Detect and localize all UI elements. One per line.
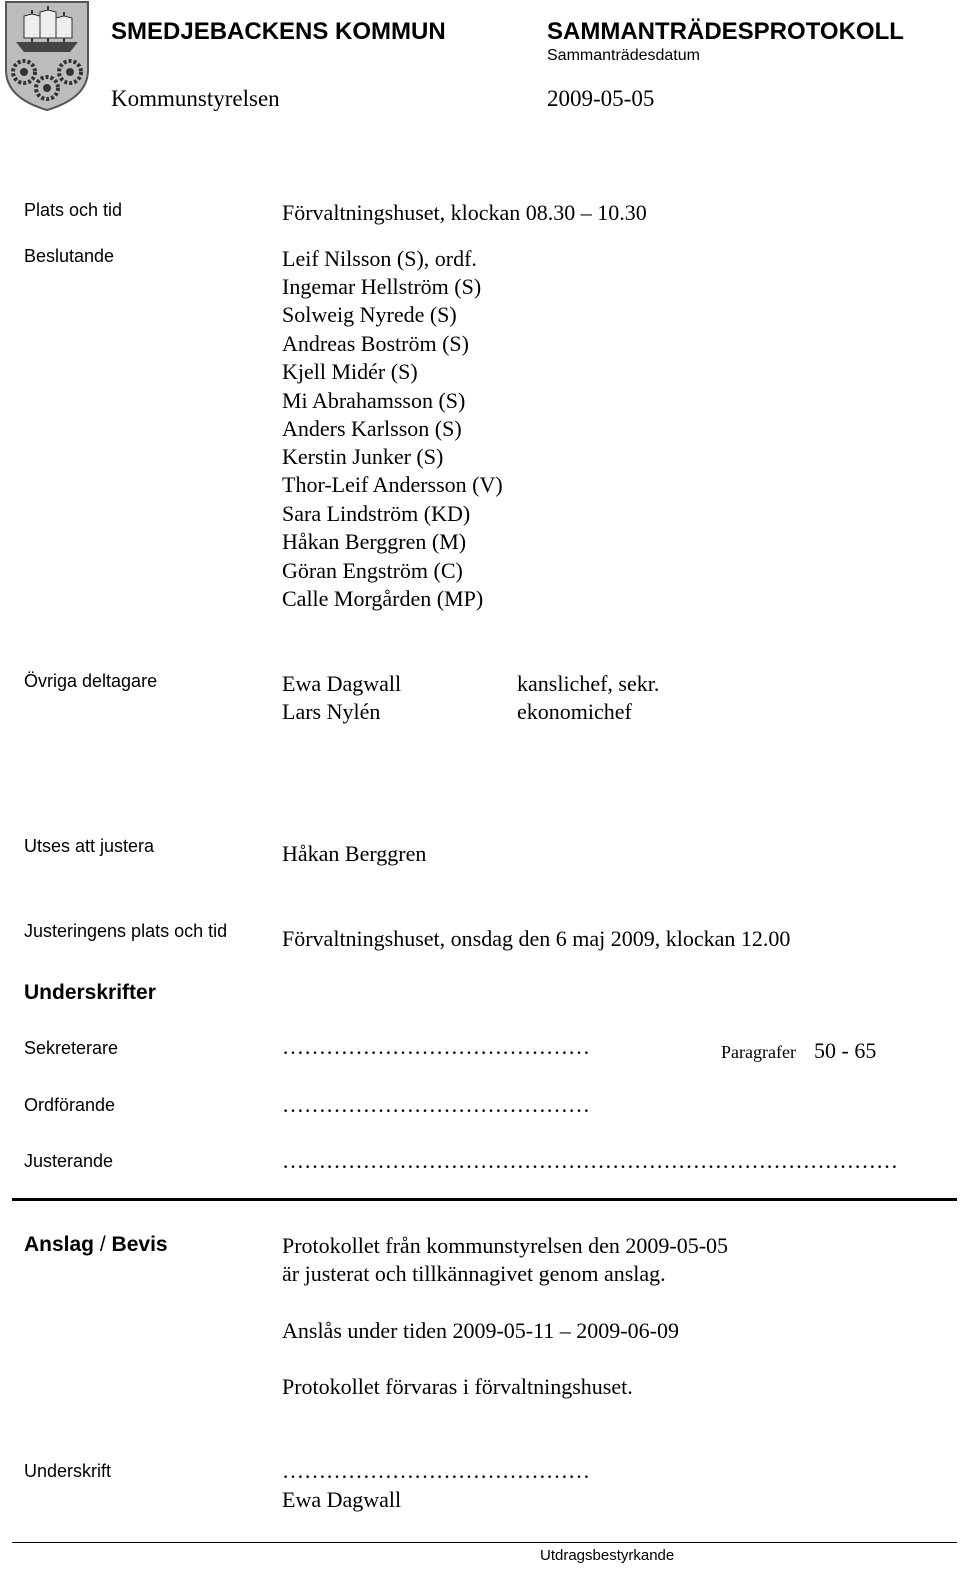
member-line: Kerstin Junker (S) (282, 444, 444, 469)
member-line: Solweig Nyrede (S) (282, 302, 457, 327)
ovriga-deltagare-label: Övriga deltagare (24, 671, 158, 691)
participant-name: Lars Nylén (282, 699, 381, 724)
participant-name: Ewa Dagwall (282, 671, 402, 696)
anslag-separator: / (99, 1233, 106, 1256)
anslag-period: Anslås under tiden 2009-05-11 – 2009-06-09 (282, 1318, 679, 1343)
justerande-signature-line: ………………………………………………………………………… (282, 1148, 898, 1173)
member-line: Mi Abrahamsson (S) (282, 388, 466, 413)
paragrafer-value: 50 - 65 (814, 1038, 877, 1063)
beslutande-label: Beslutande (24, 246, 115, 266)
underskrift-name: Ewa Dagwall (282, 1487, 402, 1512)
underskrift-label: Underskrift (24, 1461, 112, 1481)
meeting-date: 2009-05-05 (547, 86, 655, 111)
sekreterare-label: Sekreterare (24, 1038, 119, 1058)
anslag-storage: Protokollet förvaras i förvaltningshuset. (282, 1374, 633, 1399)
section-divider (12, 1198, 957, 1201)
anslag-bevis-label (24, 1233, 168, 1257)
bevis-label: Bevis (111, 1233, 168, 1256)
member-line: Calle Morgården (MP) (282, 586, 484, 611)
plats-och-tid-value: Förvaltningshuset, klockan 08.30 – 10.30 (282, 200, 647, 225)
justerande-label: Justerande (24, 1151, 114, 1171)
document-type: SAMMANTRÄDESPROTOKOLL (547, 18, 904, 45)
participant-role: kanslichef, sekr. (517, 671, 660, 696)
sekreterare-signature-line: …………………………………… (282, 1034, 590, 1059)
municipality-name: SMEDJEBACKENS KOMMUN (111, 18, 446, 45)
justeringens-value: Förvaltningshuset, onsdag den 6 maj 2009, klockan 12.00 (282, 926, 791, 951)
member-line: Ingemar Hellström (S) (282, 274, 482, 299)
member-line: Leif Nilsson (S), ordf. (282, 246, 477, 271)
paragrafer-label: Paragrafer (721, 1042, 796, 1062)
member-line: Thor-Leif Andersson (V) (282, 472, 503, 497)
justera-label: Utses att justera (24, 836, 155, 856)
member-line: Sara Lindström (KD) (282, 501, 471, 526)
member-line: Anders Karlsson (S) (282, 416, 462, 441)
plats-och-tid-label: Plats och tid (24, 200, 123, 220)
participant-role: ekonomichef (517, 699, 632, 724)
ordforande-signature-line: …………………………………… (282, 1092, 590, 1117)
member-line: Kjell Midér (S) (282, 359, 418, 384)
justera-value: Håkan Berggren (282, 841, 427, 866)
date-label: Sammanträdesdatum (547, 47, 700, 64)
underskrift-signature-line: …………………………………… (282, 1458, 590, 1483)
committee-name: Kommunstyrelsen (111, 86, 280, 111)
utdragsbestyrkande-label: Utdragsbestyrkande (540, 1547, 675, 1564)
underskrifter-heading: Underskrifter (24, 981, 156, 1004)
ordforande-label: Ordförande (24, 1095, 116, 1115)
anslag-label: Anslag (24, 1233, 95, 1256)
member-line: Göran Engström (C) (282, 558, 463, 583)
anslag-line-2: är justerat och tillkännagivet genom anslag. (282, 1261, 666, 1286)
member-line: Håkan Berggren (M) (282, 529, 467, 554)
anslag-line-1: Protokollet från kommunstyrelsen den 2009-05-05 (282, 1233, 729, 1258)
coat-of-arms-logo (2, 0, 92, 112)
footer-divider (12, 1542, 957, 1543)
justeringens-label: Justeringens plats och tid (24, 921, 228, 941)
member-line: Andreas Boström (S) (282, 331, 469, 356)
